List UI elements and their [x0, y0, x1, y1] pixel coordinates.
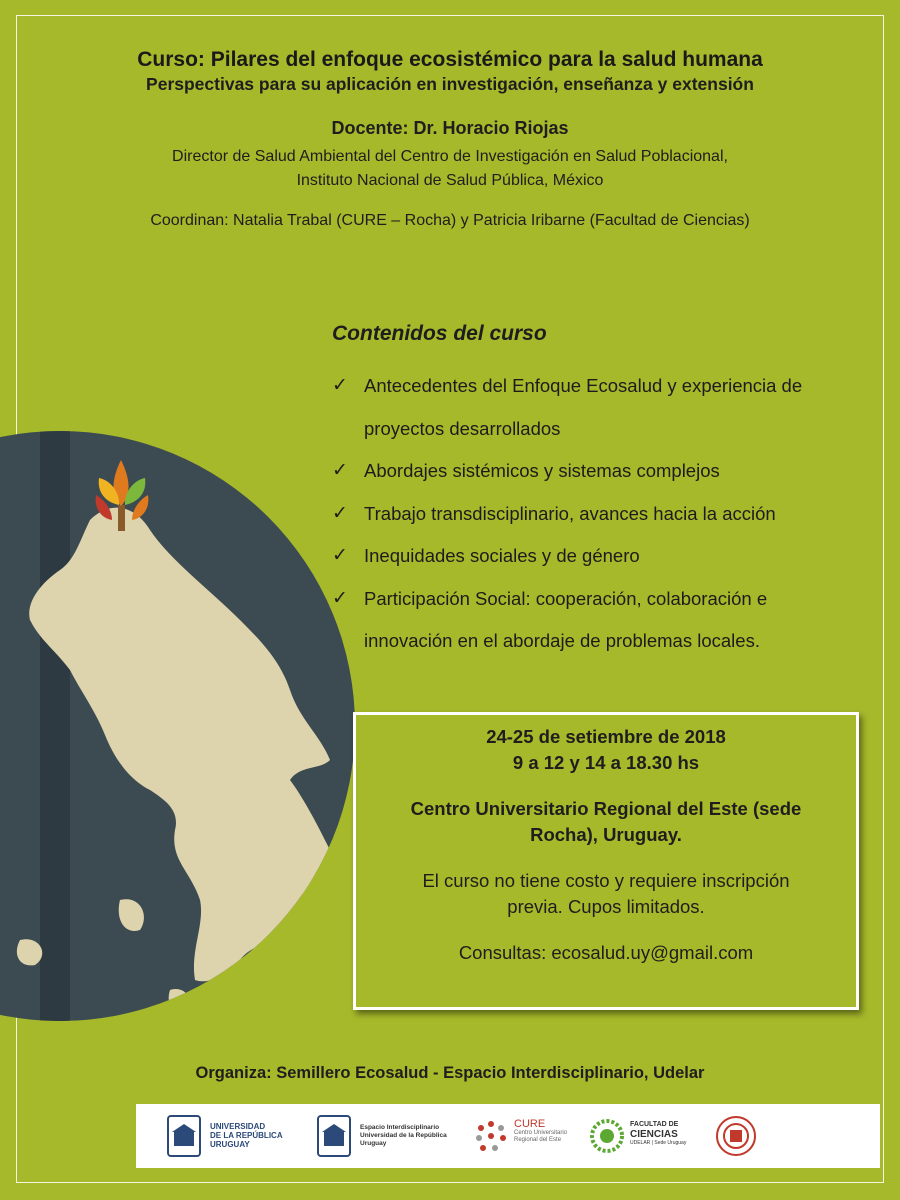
contents-list — [332, 365, 892, 663]
checkmark-icon: ✓ — [332, 502, 348, 524]
teacher-affiliation-line: Instituto Nacional de Salud Pública, México — [296, 172, 604, 189]
udelar-logo-text: UNIVERSIDAD DE LA REPÚBLICA URUGUAY — [210, 1122, 283, 1149]
globe-meridian-band — [40, 400, 70, 1040]
event-dates: 24-25 de setiembre de 2018 — [486, 726, 726, 747]
checkmark-icon: ✓ — [332, 587, 348, 609]
cure-logo-text: CURE Centro Universitario Regional del Este — [514, 1118, 568, 1143]
continent-island — [300, 879, 326, 909]
contents-item-text: Trabajo transdisciplinario, avances hacia la acción — [364, 502, 776, 524]
contents-item-text: proyectos desarrollados — [364, 417, 561, 439]
contents-heading: Contenidos del curso — [332, 322, 547, 345]
cure-logo-icon — [471, 1112, 511, 1160]
course-subtitle: Perspectivas para su aplicación en investigación, enseñanza y extensión — [146, 74, 754, 94]
udelar-logo-icon — [166, 1112, 202, 1160]
poster-header — [0, 48, 900, 230]
teacher-affiliation — [0, 145, 900, 193]
teacher-name: Docente: Dr. Horacio Riojas — [331, 118, 569, 138]
event-hours: 9 a 12 y 14 a 18.30 hs — [512, 752, 700, 773]
organizer-line: Organiza: Semillero Ecosalud - Espacio Interdisciplinario, Udelar — [195, 1064, 705, 1082]
contents-item-continuation — [332, 620, 892, 663]
contents-item-text: Antecedentes del Enfoque Ecosalud y experiencia de — [364, 375, 803, 396]
contents-item — [332, 365, 892, 408]
contents-item — [332, 450, 892, 493]
contents-item-text: Abordajes sistémicos y sistemas complejos — [364, 460, 720, 481]
logo-strip — [136, 1104, 880, 1168]
event-info-box — [353, 712, 859, 1010]
checkmark-icon: ✓ — [332, 460, 348, 481]
espacio-logo-text: Espacio Interdisciplinario Universidad de la República Uruguay — [360, 1124, 447, 1147]
contact-email: Consultas: ecosalud.uy@gmail.com — [458, 942, 754, 963]
event-venue-line: Rocha), Uruguay. — [530, 824, 682, 845]
checkmark-icon: ✓ — [332, 375, 348, 396]
seal-logo-icon — [714, 1112, 758, 1160]
contents-item — [332, 578, 892, 621]
ciencias-logo-text: FACULTAD DE CIENCIAS UDELAR | Sede Uruguay — [630, 1121, 687, 1146]
teacher-affiliation-line: Director de Salud Ambiental del Centro de Investigación en Salud Poblacional, — [172, 148, 728, 165]
espacio-logo-icon — [316, 1112, 352, 1160]
contents-item — [332, 493, 892, 536]
contents-item-text: Participación Social: cooperación, colaboración e — [364, 587, 768, 609]
checkmark-icon: ✓ — [332, 545, 348, 566]
contents-item-text: Inequidades sociales y de género — [364, 545, 640, 566]
event-venue-line: Centro Universitario Regional del Este (sede — [410, 798, 802, 819]
contents-item — [332, 535, 892, 578]
event-cost-line: previa. Cupos limitados. — [507, 896, 705, 917]
event-cost-line: El curso no tiene costo y requiere inscripción — [422, 870, 790, 891]
course-title: Curso: Pilares del enfoque ecosistémico para la salud humana — [137, 48, 763, 71]
ciencias-logo-icon — [588, 1112, 626, 1160]
coordinators: Coordinan: Natalia Trabal (CURE – Rocha) y Patricia Iribarne (Facultad de Ciencias) — [150, 212, 750, 229]
contents-item-text: innovación en el abordaje de problemas locales. — [364, 630, 760, 651]
contents-item-continuation — [332, 408, 892, 451]
